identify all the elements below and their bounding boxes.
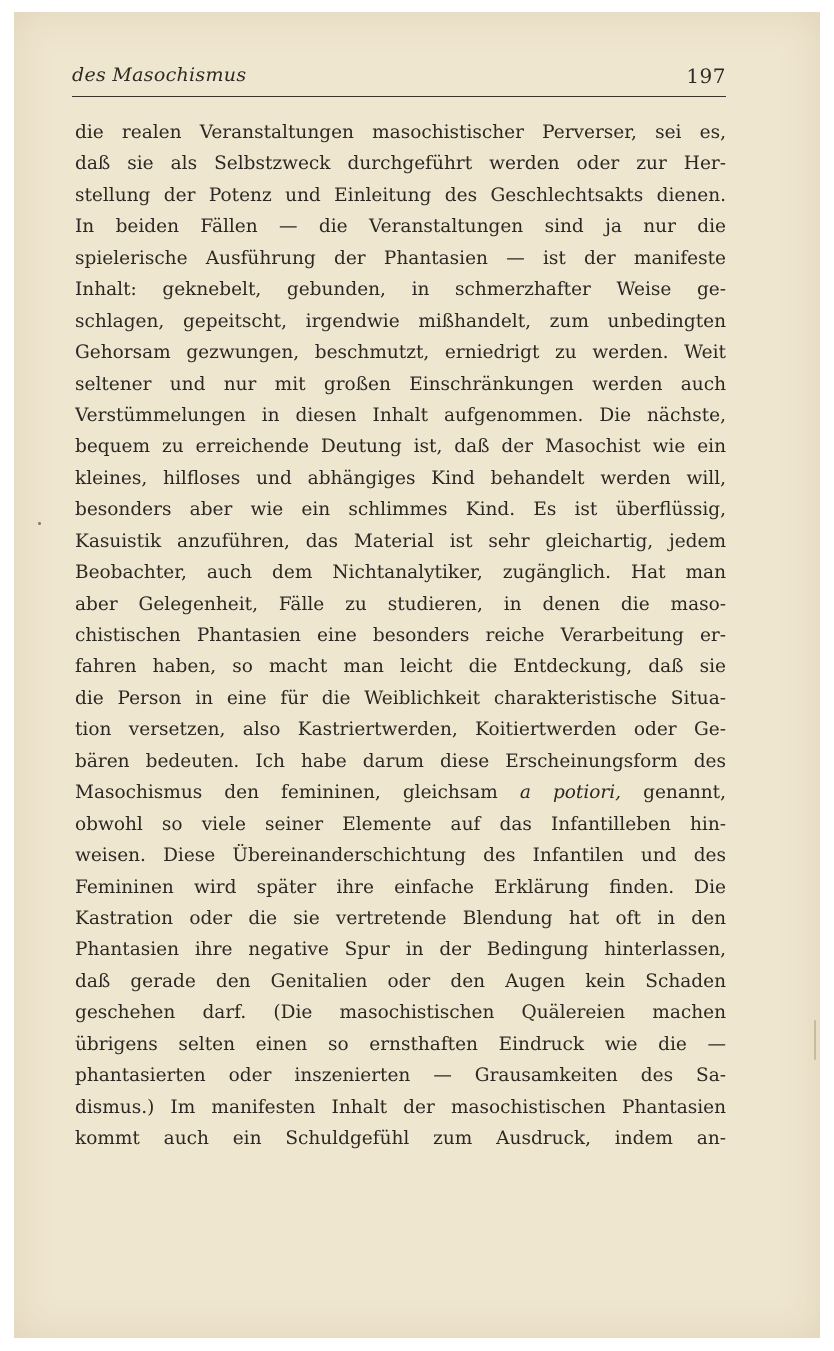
text-line: chistischen Phantasien eine besonders reiche Verarbeitung er- bbox=[75, 625, 726, 646]
text-line: besonders aber wie ein schlimmes Kind. Es ist überflüssig, bbox=[75, 499, 726, 521]
text-line: bequem zu erreichende Deutung ist, daß der Masochist wie ein bbox=[75, 436, 726, 458]
text-line: spielerische Ausführung der Phantasien — ist der manifeste bbox=[75, 247, 726, 269]
text-line: tion versetzen, also Kastriertwerden, Koitiertwerden oder Ge- bbox=[75, 719, 726, 741]
text-line: Gehorsam gezwungen, beschmutzt, erniedrigt zu werden. Weit bbox=[75, 342, 726, 364]
italic-phrase: a potiori, bbox=[519, 782, 622, 804]
text-line: übrigens selten einen so ernsthaften Eindruck wie die — bbox=[75, 1033, 726, 1055]
text-line: die Person in eine für die Weiblichkeit charakteristische Situa- bbox=[75, 687, 726, 709]
page-number: 197 bbox=[686, 64, 726, 88]
text-line: Inhalt: geknebelt, gebunden, in schmerzhafter Weise ge- bbox=[75, 279, 726, 301]
text-line: fahren haben, so macht man leicht die Entdeckung, daß sie bbox=[75, 656, 726, 678]
text-line-italic bbox=[75, 777, 726, 808]
header-rule bbox=[72, 96, 726, 97]
text-line: bären bedeuten. Ich habe darum diese Erscheinungsform des bbox=[75, 750, 726, 772]
text-line: aber Gelegenheit, Fälle zu studieren, in denen die maso- bbox=[75, 593, 726, 615]
text-line: Beobachter, auch dem Nichtanalytiker, zugänglich. Hat man bbox=[75, 562, 726, 584]
paper-speck bbox=[814, 1020, 816, 1060]
text-line: kleines, hilfloses und abhängiges Kind behandelt werden will, bbox=[75, 467, 726, 489]
text-line: In beiden Fällen — die Veranstaltungen sind ja nur die bbox=[75, 216, 726, 238]
text-line: weisen. Diese Übereinanderschichtung des Infantilen und des bbox=[75, 845, 726, 867]
text-line: Femininen wird später ihre einfache Erklärung finden. Die bbox=[75, 876, 726, 898]
text-line: geschehen darf. (Die masochistischen Quälereien machen bbox=[75, 1002, 726, 1024]
text-line: Phantasien ihre negative Spur in der Bedingung hinterlassen, bbox=[75, 939, 726, 961]
text-line: daß sie als Selbstzweck durchgeführt werden oder zur Her- bbox=[75, 153, 726, 175]
text-line: Kasuistik anzuführen, das Material ist sehr gleichartig, jedem bbox=[75, 530, 726, 552]
text-line: obwohl so viele seiner Elemente auf das Infantilleben hin- bbox=[75, 813, 726, 835]
text-line: Kastration oder die sie vertretende Blendung hat oft in den bbox=[75, 907, 726, 929]
text-line: daß gerade den Genitalien oder den Augen kein Schaden bbox=[75, 970, 726, 992]
paper-speck bbox=[38, 522, 41, 525]
text-line: die realen Veranstaltungen masochistischer Perverser, sei es, bbox=[75, 122, 726, 143]
text-line: stellung der Potenz und Einleitung des Geschlechtsakts dienen. bbox=[75, 184, 726, 206]
text-line: dismus.) Im manifesten Inhalt der masochistischen Phantasien bbox=[75, 1096, 726, 1118]
text-segment: Masochismus den femininen, gleichsam bbox=[75, 782, 520, 804]
text-segment: genannt, bbox=[621, 782, 726, 804]
text-line: seltener und nur mit großen Einschränkungen werden auch bbox=[75, 373, 726, 395]
text-line: Verstümmelungen in diesen Inhalt aufgenommen. Die nächste, bbox=[75, 404, 726, 426]
text-line: kommt auch ein Schuldgefühl zum Ausdruck, indem an- bbox=[75, 1128, 726, 1149]
page-header bbox=[72, 64, 726, 92]
body-text bbox=[75, 117, 726, 1154]
text-line: schlagen, gepeitscht, irgendwie mißhandelt, zum unbedingten bbox=[75, 310, 726, 332]
text-line: phantasierten oder inszenierten — Grausamkeiten des Sa- bbox=[75, 1065, 726, 1087]
running-head: des Masochismus bbox=[72, 64, 247, 86]
